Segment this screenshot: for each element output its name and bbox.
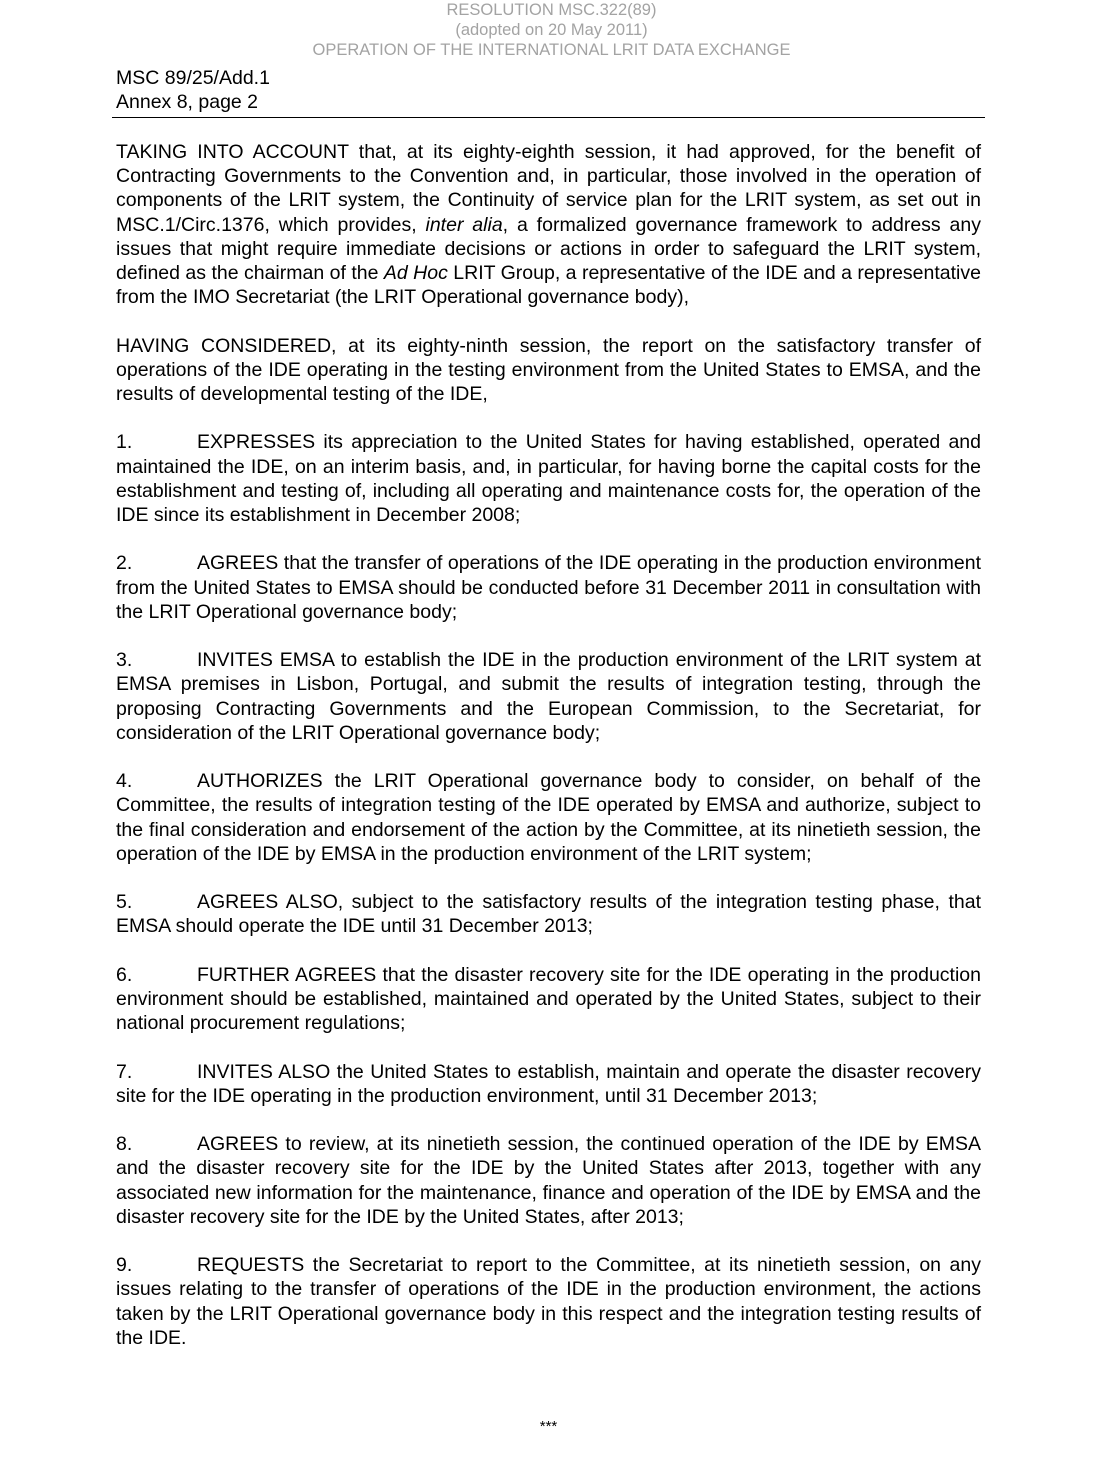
paragraph-text: INVITES EMSA to establish the IDE in the production environment of the LRIT system at EMSA premises in Lisbon, Portugal, and submit the results of integration testing, through the proposing Contracting Governments and the European Commission, to the Secretariat, for consideration of the LRIT Operational governance body; bbox=[116, 649, 981, 744]
paragraph-number: 9. bbox=[116, 1254, 133, 1277]
paragraph-text: FURTHER AGREES that the disaster recovery site for the IDE operating in the production environment should be established, maintained and operated by the United States, subject to their national procurement regulations; bbox=[116, 963, 981, 1035]
page-reference: Annex 8, page 2 bbox=[116, 91, 259, 113]
paragraph-text: REQUESTS the Secretariat to report to the Committee, at its ninetieth session, on any issues relating to the transfer of operations of the IDE in the production environment, the actions taken by the LRIT Operational governance body in this respect and the integration testing results of the IDE. bbox=[116, 1254, 981, 1349]
watermark-resolution-title: OPERATION OF THE INTERNATIONAL LRIT DATA EXCHANGE bbox=[312, 41, 791, 59]
italic-term: Ad Hoc bbox=[383, 262, 448, 285]
paragraph-text: AGREES to review, at its ninetieth session, the continued operation of the IDE by EMSA and the disaster recovery site for the IDE by the United States after 2013, together with any associated new information for the maintenance, finance and operation of the IDE by EMSA and the disaster recovery site for the IDE by the United States, after 2013; bbox=[116, 1133, 981, 1228]
paragraph-text: INVITES ALSO the United States to establish, maintain and operate the disaster recovery site for the IDE operating in the production environment, until 31 December 2013; bbox=[116, 1060, 981, 1107]
italic-term: inter alia bbox=[425, 213, 503, 236]
end-of-document-marker: *** bbox=[539, 1418, 558, 1435]
paragraph-number: 6. bbox=[116, 963, 133, 986]
operative-paragraph-1 bbox=[116, 430, 981, 527]
page-header bbox=[116, 66, 270, 114]
operative-paragraph-4 bbox=[116, 769, 981, 866]
operative-paragraph-9 bbox=[116, 1253, 981, 1350]
operative-paragraph-2 bbox=[116, 551, 981, 624]
document-reference: MSC 89/25/Add.1 bbox=[116, 67, 270, 89]
paragraph-number: 8. bbox=[116, 1133, 133, 1156]
paragraph-number: 5. bbox=[116, 891, 133, 914]
paragraph-text: AGREES that the transfer of operations of the IDE operating in the production environment from the United States to EMSA should be conducted before 31 December 2011 in consultation with the LRIT Operational governance body; bbox=[116, 552, 981, 623]
paragraph-text: AUTHORIZES the LRIT Operational governance body to consider, on behalf of the Committee, the results of integration testing of the IDE operated by EMSA and authorize, subject to the final consideration and endorsement of the action by the Committee, at its ninetieth session, the operation of the IDE by EMSA in the production environment of the LRIT system; bbox=[116, 770, 981, 865]
paragraph-number: 1. bbox=[116, 431, 133, 454]
paragraph-number: 4. bbox=[116, 770, 133, 793]
paragraph-text: AGREES ALSO, subject to the satisfactory results of the integration testing phase, that EMSA should operate the IDE until 31 December 2013; bbox=[116, 891, 981, 938]
paragraph-number: 7. bbox=[116, 1060, 133, 1083]
paragraph-number: 2. bbox=[116, 552, 133, 575]
operative-paragraph-7 bbox=[116, 1060, 981, 1108]
operative-paragraph-3 bbox=[116, 648, 981, 745]
header-divider bbox=[112, 117, 985, 118]
paragraph-number: 3. bbox=[116, 649, 133, 672]
operative-paragraph-8 bbox=[116, 1132, 981, 1229]
document-body bbox=[116, 140, 981, 1374]
preamble-paragraph: TAKING INTO ACCOUNT that, at its eighty-eighth session, it had approved, for the benefit of Contracting Governments to the Convention and, in particular, those involved in the operation of components of the LRIT system, the Continuity of service plan for the LRIT system, as set out in MSC.1/Circ.1376, which provides, inter alia, a formalized governance framework to address any issues that might require immediate decisions or actions in order to safeguard the LRIT system, defined as the chairman of the Ad Hoc LRIT Group, a representative of the IDE and a representative from the IMO Secretariat (the LRIT Operational governance body), bbox=[116, 141, 982, 309]
operative-paragraph-5 bbox=[116, 890, 981, 938]
preamble-paragraph: HAVING CONSIDERED, at its eighty-ninth session, the report on the satisfactory transfer of operations of the IDE operating in the testing environment from the United States to EMSA, and the results of developmental testing of the IDE, bbox=[116, 334, 981, 406]
watermark-resolution-number: RESOLUTION MSC.322(89) bbox=[446, 1, 657, 19]
operative-paragraph-6 bbox=[116, 963, 981, 1036]
paragraph-text: EXPRESSES its appreciation to the United States for having established, operated and maintained the IDE, on an interim basis, and, in particular, for having borne the capital costs for the establishment and testing of, including all operating and maintenance costs for, the operation of the IDE since its establishment in December 2008; bbox=[116, 431, 981, 527]
watermark-adoption-date: (adopted on 20 May 2011) bbox=[455, 21, 648, 39]
resolution-watermark bbox=[0, 0, 1103, 60]
